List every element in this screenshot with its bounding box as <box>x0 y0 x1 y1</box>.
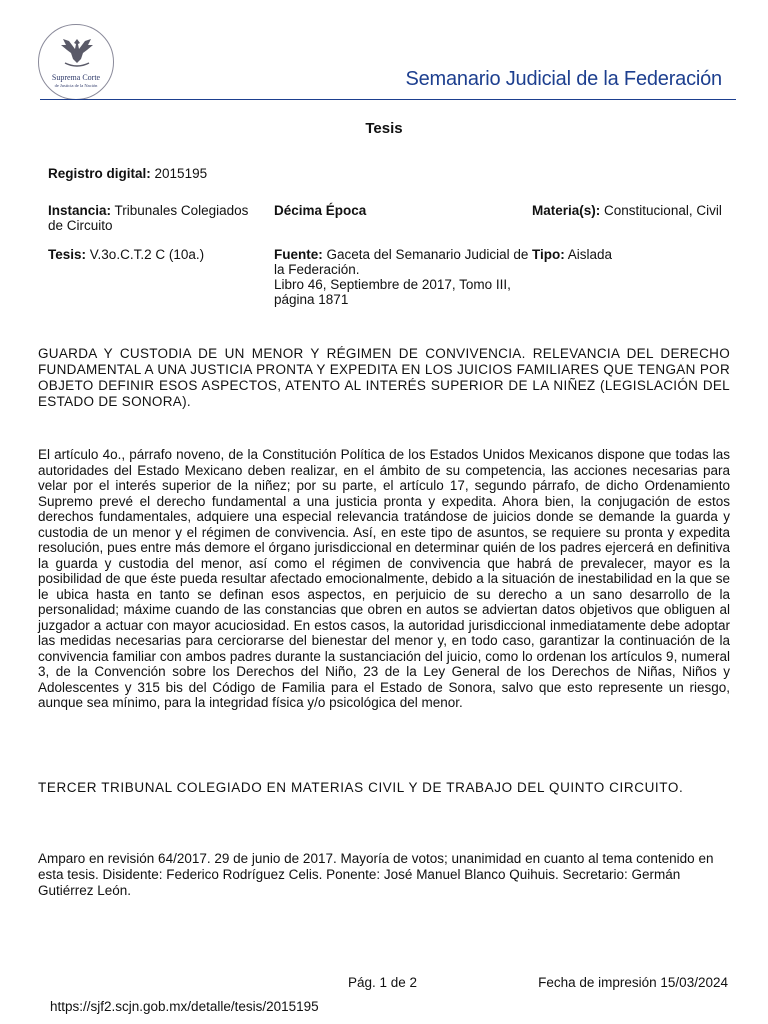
source-url: https://sjf2.scjn.gob.mx/detalle/tesis/2015195 <box>50 999 319 1014</box>
eagle-icon <box>57 33 97 71</box>
tesis-value: V.3o.C.T.2 C (10a.) <box>89 247 205 262</box>
seal-text-line1: Suprema Corte <box>51 73 101 82</box>
page-number: Pág. 1 de 2 <box>348 975 418 990</box>
tesis-label: Tesis: <box>48 247 87 262</box>
print-date: Fecha de impresión 15/03/2024 <box>538 975 728 990</box>
thesis-body: El artículo 4o., párrafo noveno, de la Constitución Política de los Estados Unidos Mexicanos dispone que todas las autoridades del Estado Mexicano deben realizar, en el ámbito de su competencia, las acciones necesarias para velar por el interés superior de la niñez; por su parte, el artículo 17, segundo párrafo, de dicho Ordenamiento Supremo prevé el derecho fundamental a una justicia pronta y expedita. Ahora bien, la conjugación de estos derechos fundamentales, adquiere una especial relevancia tratándose de juicios donde se demande la guarda y custodia de un menor y el régimen de convivencia. Así, en este tipo de asuntos, se requiere su pronta y expedita resolución, pues entre más demore el órgano jurisdiccional en determinar quién de los padres ejercerá en definitiva la guarda y custodia del menor, así como el régimen de convivencia que habrá de prevalecer, mayor es la posibilidad de que éste pueda resultar afectado emocionalmente, debido a la situación de inestabilidad en la que se le ubica hasta en tanto se definan esos aspectos, en perjuicio de su derecho a un sano desarrollo de la personalidad; máxime cuando de las constancias que obren en autos se adviertan datos objetivos que obliguen al juzgador a actuar con mayor acuciosidad. En estos casos, la autoridad jurisdiccional inmediatamente debe adoptar las medidas necesarias para cerciorarse del bienestar del menor y, en todo caso, garantizar la continuación de la convivencia familiar con ambos padres durante la sustanciación del juicio, como lo ordenan los artículos 9, numeral 3, de la Convención sobre los Derechos del Niño, 23 de la Ley General de los Derechos de Niñas, Niños y Adolescentes y 315 bis del Código de Familia para el Estado de Sonora, salvo que esto represente un riesgo, aunque sea mínimo, para la integridad física y/o psicológica del menor. <box>38 447 730 710</box>
tipo-field <box>532 247 612 262</box>
document-title: Tesis <box>365 120 403 137</box>
tribunal-name: TERCER TRIBUNAL COLEGIADO EN MATERIAS CIVIL Y DE TRABAJO DEL QUINTO CIRCUITO. <box>38 780 684 795</box>
scjn-seal-logo <box>38 24 114 100</box>
fuente-field <box>274 247 529 307</box>
thesis-heading: GUARDA Y CUSTODIA DE UN MENOR Y RÉGIMEN DE CONVIVENCIA. RELEVANCIA DEL DERECHO FUNDAMENTAL A UNA JUSTICIA PRONTA Y EXPEDITA EN LOS JUICIOS FAMILIARES QUE TENGAN POR OBJETO DEFINIR ESOS ASPECTOS, ATENTO AL INTERÉS SUPERIOR DE LA NIÑEZ (LEGISLACIÓN DEL ESTADO DE SONORA). <box>38 346 730 409</box>
registro-field <box>48 166 207 181</box>
fuente-value: Gaceta del Semanario Judicial de la Federación. <box>274 247 529 277</box>
materias-value: Constitucional, Civil <box>604 203 722 218</box>
instancia-field <box>48 203 258 233</box>
materias-field <box>532 203 732 218</box>
tipo-value: Aislada <box>567 247 613 262</box>
epoca-value: Décima Época <box>274 203 367 218</box>
fuente-detalle: Libro 46, Septiembre de 2017, Tomo III, página 1871 <box>274 277 511 307</box>
seal-text-line2: de Justicia de la Nación <box>54 83 98 88</box>
epoca-field <box>274 203 366 218</box>
header-divider <box>40 99 736 100</box>
precedent-text: Amparo en revisión 64/2017. 29 de junio de 2017. Mayoría de votos; unanimidad en cuanto al tema contenido en esta tesis. Disidente: Federico Rodríguez Celis. Ponente: José Manuel Blanco Quihuis. Secretario: Germán Gutiérrez León. <box>38 851 714 898</box>
registro-value: 2015195 <box>154 166 208 181</box>
materias-label: Materia(s): <box>532 203 601 218</box>
publication-title: Semanario Judicial de la Federación <box>405 68 722 90</box>
instancia-value: Tribunales Colegiados de Circuito <box>48 203 249 233</box>
fuente-label: Fuente: <box>274 247 323 262</box>
tipo-label: Tipo: <box>532 247 565 262</box>
registro-label: Registro digital: <box>48 166 151 181</box>
instancia-label: Instancia: <box>48 203 112 218</box>
tesis-field <box>48 247 204 262</box>
